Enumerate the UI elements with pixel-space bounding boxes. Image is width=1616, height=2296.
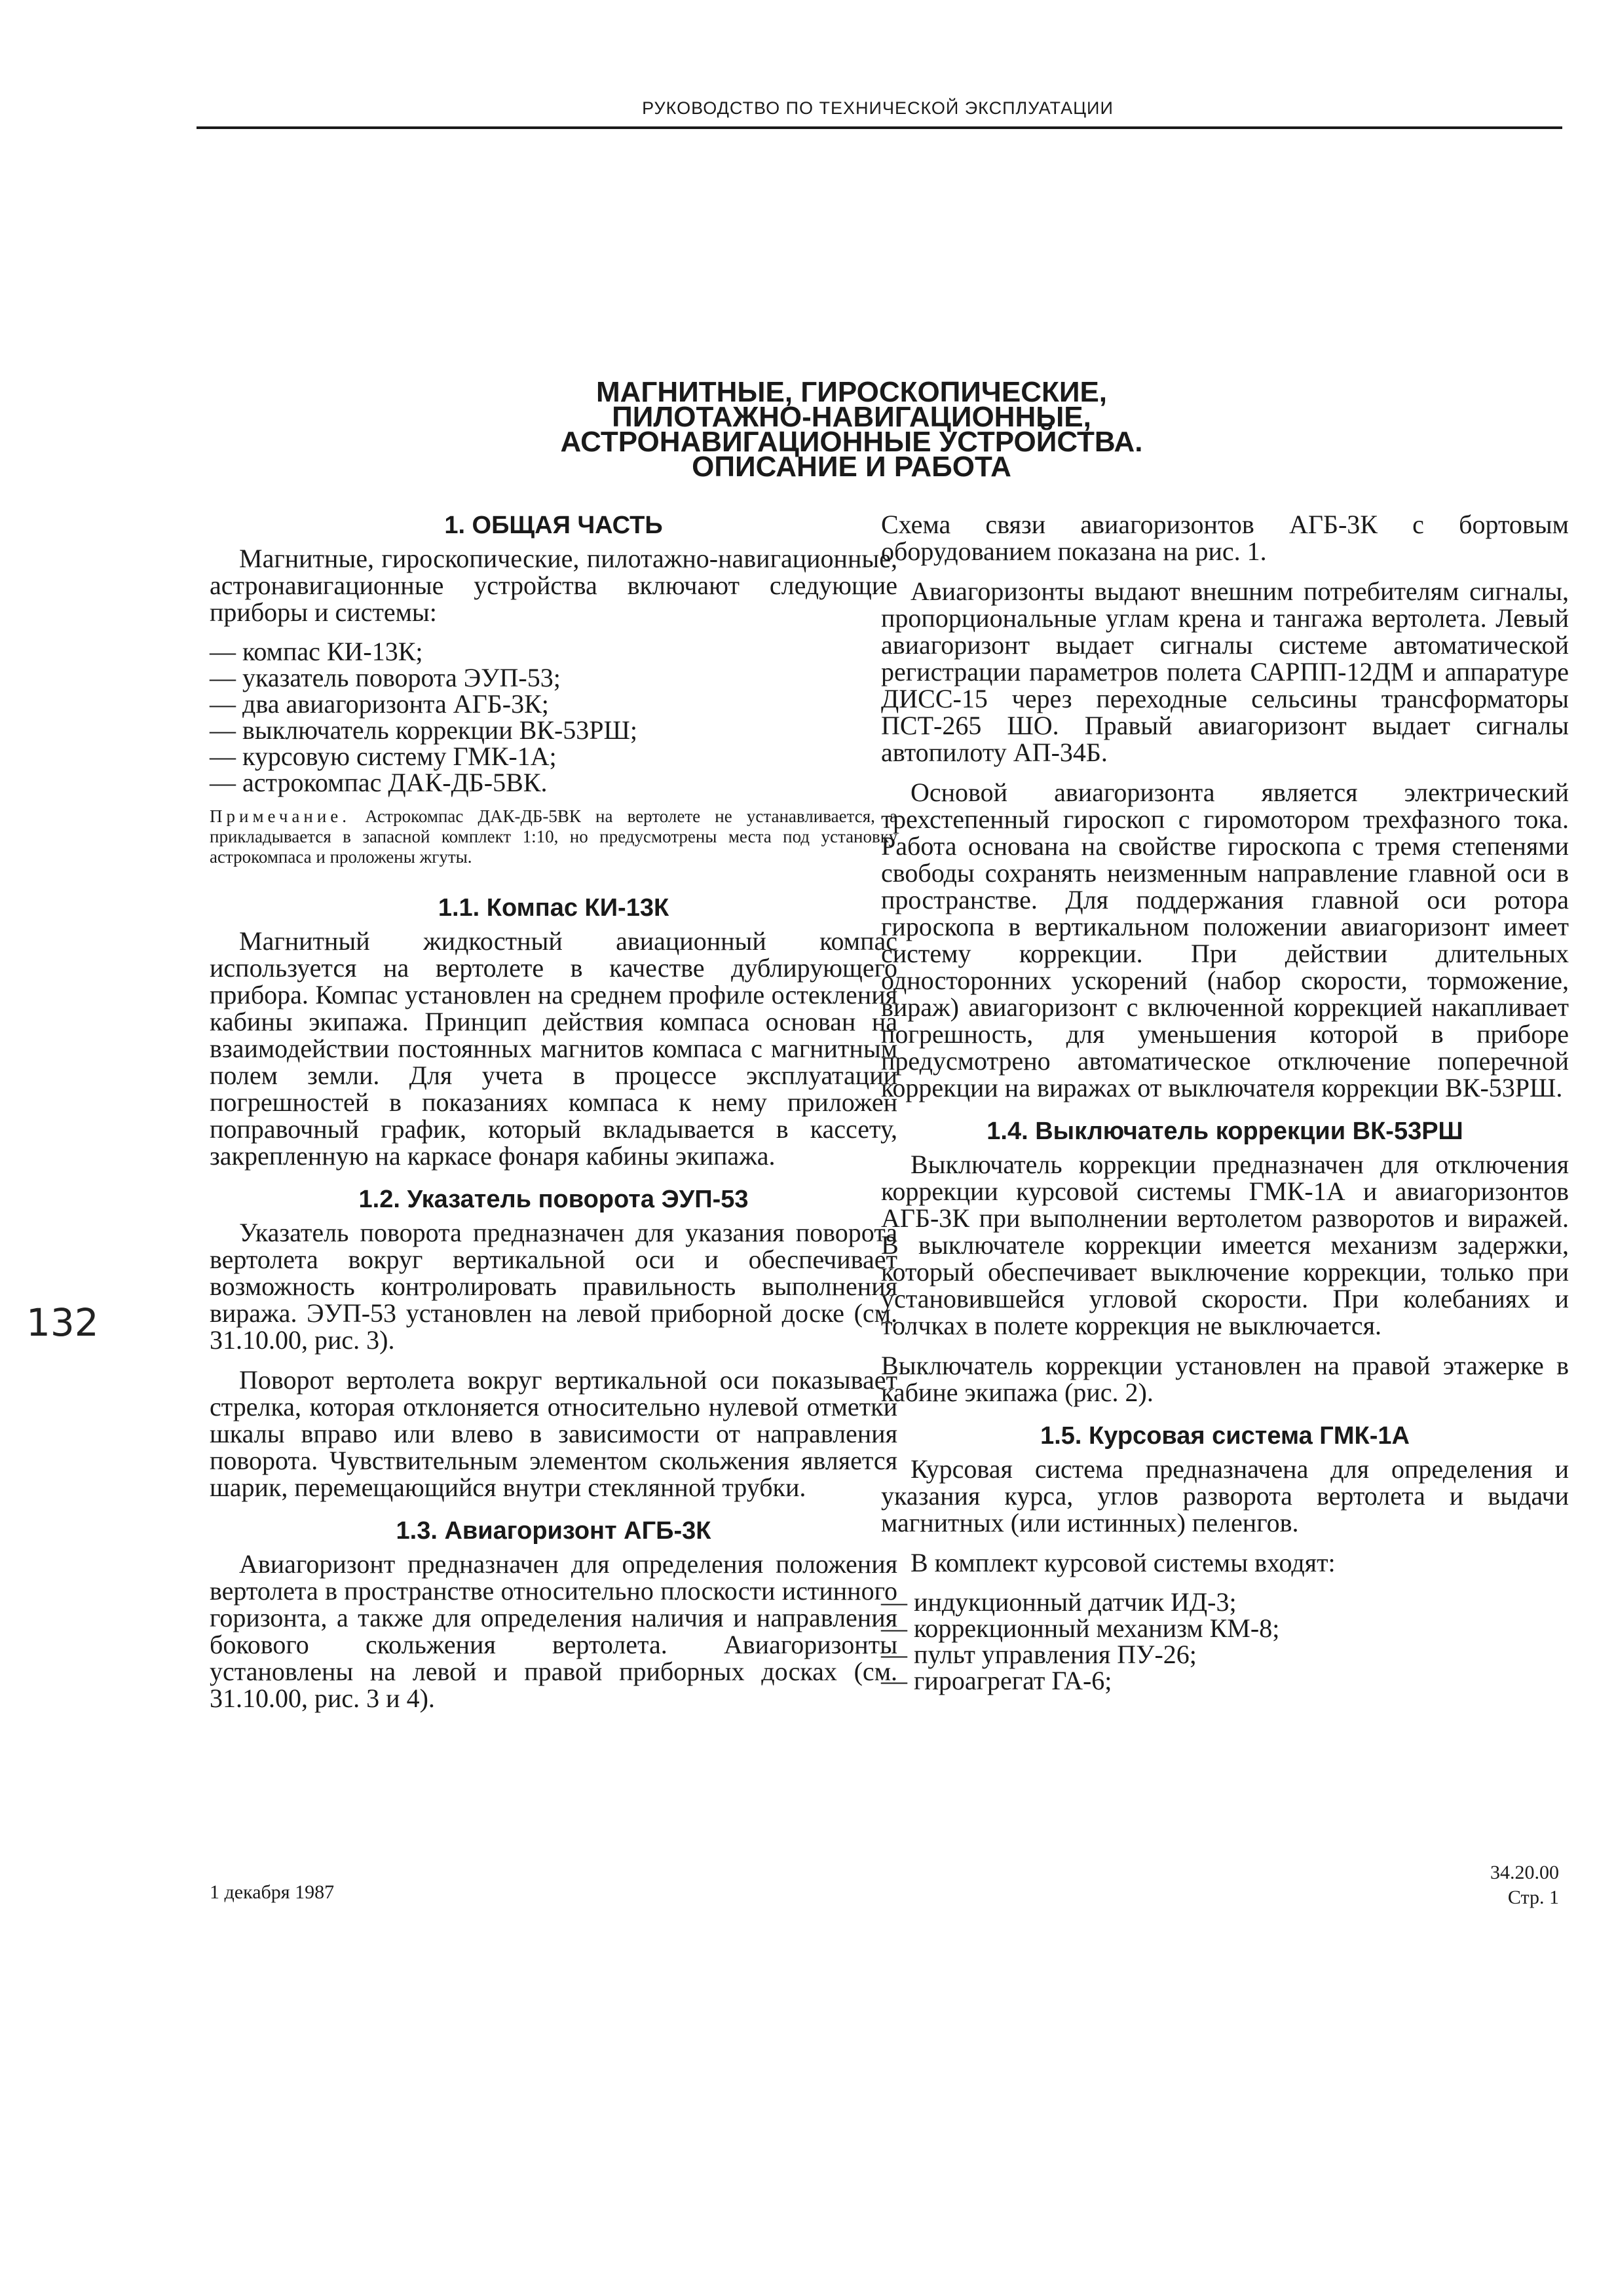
course-system-list [881, 1589, 1569, 1694]
course-system-item: — коррекционный механизм КМ-8; [881, 1615, 1569, 1642]
switch-heading: 1.4. Выключатель коррекции ВК-53РШ [987, 1118, 1463, 1145]
left-column [210, 511, 897, 1725]
device-item: — два авиагоризонта АГБ-3К; [210, 691, 897, 717]
turn-indicator-p2: Поворот вертолета вокруг вертикальной оси показывает стрелка, которая отклоняется относительно нулевой отметки шкалы вправо или влево в зависимости от направления поворота. Чувствительным элементом скольжения является шарик, перемещающийся внутри стеклянной трубки. [210, 1365, 897, 1502]
horizon-p1: Авиагоризонт предназначен для определения положения вертолета в пространстве относительно плоскости истинного горизонта, а также для определения наличия и направления бокового скольжения вертолета. Авиагоризонты установлены на левой и правой приборных досках (см. 31.10.00, рис. 3 и 4). [210, 1549, 897, 1713]
course-system-p2: В комплект курсовой системы входят: [911, 1548, 1336, 1577]
turn-indicator-heading: 1.2. Указатель поворота ЭУП-53 [358, 1186, 749, 1213]
note-text: Астрокомпас ДАК-ДБ-5ВК на вертолете не устанавливается, а прикладывается в запасной комплект 1:10, но предусмотрены места под установку астрокомпаса и проложены жгуты. [210, 806, 898, 867]
general-heading: 1. ОБЩАЯ ЧАСТЬ [444, 512, 663, 539]
general-intro: Магнитные, гироскопические, пилотажно-навигационные, астронавигационные устройства включают следующие приборы и системы: [210, 544, 897, 627]
horizon-p4: Основой авиагоризонта является электрический трехстепенный гироскоп с гиромотором трехфазного тока. Работа основана на свойстве гироскопа с тремя степенями свободы сохранять неизменным направление главной оси в пространстве. Для поддержания главной оси ротора гироскопа в вертикальном положении авиагоризонт имеет систему коррекции. При действии длительных односторонних ускорений (набор скорости, торможение, вираж) авиагоризонт с включенной коррекцией накапливает погрешность, для уменьшения которой в приборе предусмотрено автоматическое отключение поперечной коррекции на виражах от выключателя коррекции ВК-53РШ. [881, 778, 1569, 1102]
footer-reference [1435, 1860, 1559, 1910]
footer-page: Стр. 1 [1507, 1887, 1559, 1908]
device-item: — курсовую систему ГМК-1А; [210, 743, 897, 770]
running-header: РУКОВОДСТВО ПО ТЕХНИЧЕСКОЙ ЭКСПЛУАТАЦИИ [642, 98, 1114, 118]
course-system-item: — индукционный датчик ИД-3; [881, 1589, 1569, 1615]
handwritten-margin-note: 132 [26, 1300, 99, 1345]
switch-p2: Выключатель коррекции установлен на правой этажерке в кабине экипажа (рис. 2). [881, 1351, 1569, 1407]
course-system-item: — пульт управления ПУ-26; [881, 1642, 1569, 1668]
device-list [210, 639, 897, 796]
compass-text: Магнитный жидкостный авиационный компас используется на вертолете в качестве дублирующего прибора. Компас установлен на среднем профиле остекления кабины экипажа. Принцип действия компаса основан на взаимодействии постоянных магнитов компаса с магнитным полем земли. Для учета в процессе эксплуатации погрешностей в показаниях компаса к нему приложен поправочный график, который вкладывается в кассету, закрепленную на каркасе фонаря кабины экипажа. [210, 926, 897, 1171]
title-line-4: ОПИСАНИЕ И РАБОТА [692, 451, 1011, 483]
device-item: — астрокомпас ДАК-ДБ-5ВК. [210, 770, 897, 796]
title-line-3: АСТРОНАВИГАЦИОННЫЕ УСТРОЙСТВА. [560, 426, 1143, 458]
note-label: Примечание. [210, 806, 351, 826]
course-system-item: — гироагрегат ГА-6; [881, 1668, 1569, 1694]
device-item: — указатель поворота ЭУП-53; [210, 665, 897, 691]
right-column [881, 511, 1569, 1703]
compass-heading: 1.1. Компас КИ-13К [438, 894, 669, 922]
turn-indicator-p1: Указатель поворота предназначен для указания поворота вертолета вокруг вертикальной оси и обеспечивает возможность контролировать правильность выполнения виража. ЭУП-53 установлен на левой приборной доске (см. 31.10.00, рис. 3). [210, 1218, 897, 1355]
horizon-p2: Схема связи авиагоризонтов АГБ-3К с бортовым оборудованием показана на рис. 1. [881, 510, 1569, 566]
device-item: — выключатель коррекции ВК-53РШ; [210, 717, 897, 743]
document-title [472, 376, 1231, 483]
switch-p1: Выключатель коррекции предназначен для отключения коррекции курсовой системы ГМК-1А и авиагоризонтов АГБ-3К при выполнении вертолетом разворотов и виражей. В выключателе коррекции имеется механизм задержки, который обеспечивает выключение коррекции, только при установившейся угловой скорости. При колебаниях и толчках в полете коррекция не выключается. [881, 1150, 1569, 1340]
footer-date: 1 декабря 1987 [210, 1881, 335, 1903]
title-line-1: МАГНИТНЫЕ, ГИРОСКОПИЧЕСКИЕ, [595, 376, 1108, 408]
title-line-2: ПИЛОТАЖНО-НАВИГАЦИОННЫЕ, [612, 401, 1091, 433]
course-system-p1: Курсовая система предназначена для определения и указания курса, углов разворота вертолета и выдачи магнитных (или истинных) пеленгов. [881, 1454, 1569, 1537]
course-system-heading: 1.5. Курсовая система ГМК-1А [1040, 1422, 1410, 1450]
device-item: — компас КИ-13К; [210, 639, 897, 665]
horizon-heading: 1.3. Авиагоризонт АГБ-3К [396, 1517, 711, 1545]
note [210, 806, 897, 867]
footer-section: 34.20.00 [1490, 1862, 1559, 1883]
horizon-p3: Авиагоризонты выдают внешним потребителям сигналы, пропорциональные углам крена и тангажа вертолета. Левый авиагоризонт выдает сигналы системе автоматической регистрации параметров полета САРПП-12ДМ и аппаратуре ДИСС-15 через переходные сельсины трансформаторы ПСТ-265 ШО. Правый авиагоризонт выдает сигналы автопилоту АП-34Б. [881, 576, 1569, 767]
header-rule [197, 126, 1562, 129]
